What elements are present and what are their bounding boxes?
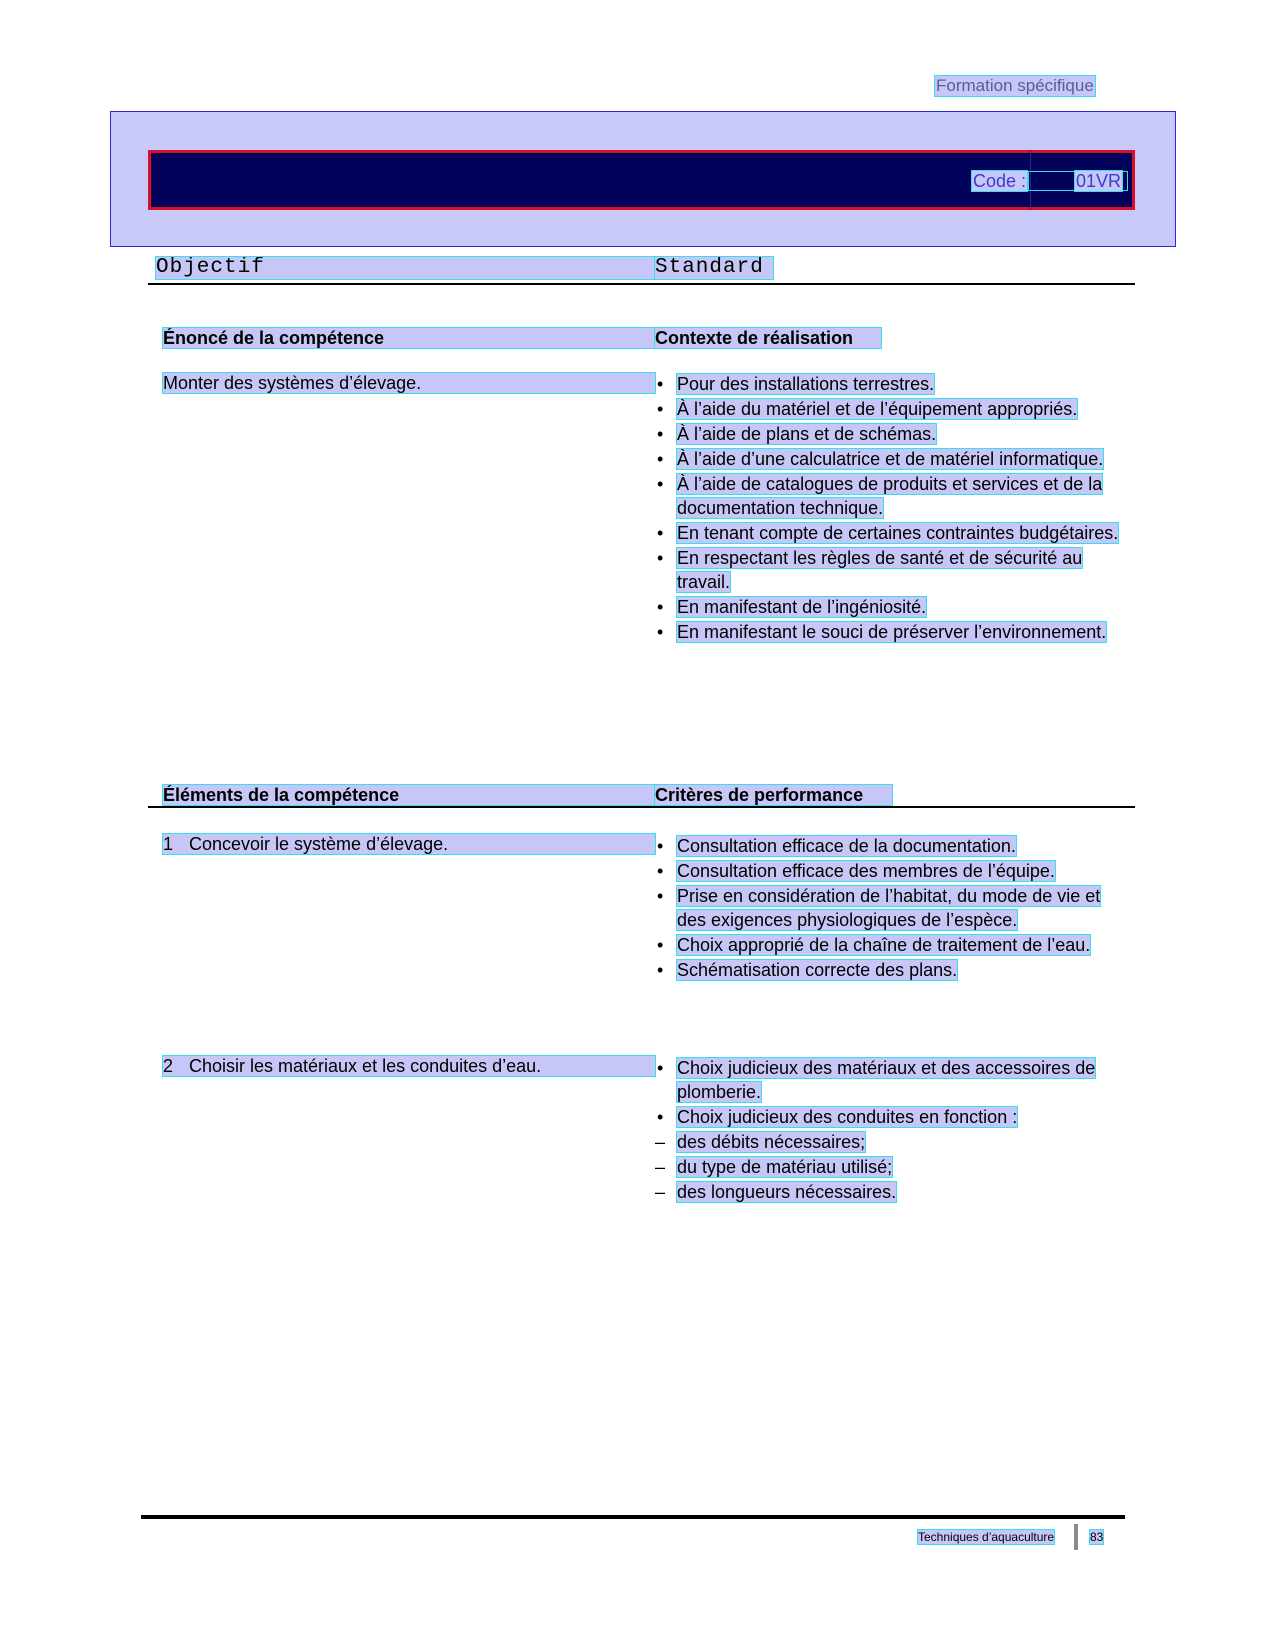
header-rule [148, 283, 1135, 285]
bullet-icon: • [657, 1058, 664, 1078]
bullet-text: En manifestant le souci de préserver l’environnement. [677, 622, 1107, 642]
competence-label: Énoncé de la compétence [163, 328, 655, 348]
bullet-icon: • [657, 597, 664, 617]
bullet-item [655, 1056, 1120, 1104]
sub-item [655, 1155, 1120, 1179]
sub-item-text: des débits nécessaires; [677, 1132, 866, 1152]
bullet-icon: • [657, 523, 664, 543]
dash-icon: – [655, 1182, 666, 1202]
bullet-text: À l’aide de catalogues de produits et services et de la documentation technique. [677, 474, 1103, 518]
bullet-icon: • [657, 622, 664, 642]
bullet-icon: • [657, 449, 664, 469]
bullet-item [655, 472, 1120, 520]
bullet-text: À l’aide d’une calculatrice et de matériel informatique. [677, 449, 1104, 469]
bullet-text: Consultation efficace de la documentation. [677, 836, 1016, 856]
element-text: Choisir les matériaux et les conduites d’eau. [189, 1056, 542, 1076]
element-text: Concevoir le système d’élevage. [189, 834, 449, 854]
bullet-icon: • [657, 861, 664, 881]
bullet-item [655, 884, 1120, 932]
element-2 [163, 1056, 655, 1076]
criteria-list-2 [655, 1056, 1120, 1205]
sub-item [655, 1180, 1120, 1204]
dash-icon: – [655, 1132, 666, 1152]
bullet-icon: • [657, 424, 664, 444]
bullet-item [655, 397, 1120, 421]
bullet-text: Pour des installations terrestres. [677, 374, 935, 394]
bullet-text: Consultation efficace des membres de l’équipe. [677, 861, 1055, 881]
contexte-label: Contexte de réalisation [655, 328, 881, 348]
elements-rule [148, 806, 1135, 808]
footer-program: Techniques d’aquaculture [918, 1530, 1055, 1544]
sub-item-text: du type de matériau utilisé; [677, 1157, 893, 1177]
competence-text: Monter des systèmes d’élevage. [163, 373, 655, 393]
bullet-item [655, 834, 1120, 858]
footer-rule [141, 1515, 1125, 1519]
bullet-icon: • [657, 935, 664, 955]
elements-label: Éléments de la compétence [163, 785, 655, 805]
bullet-icon: • [657, 474, 664, 494]
bullet-item [655, 620, 1120, 644]
bullet-text: En respectant les règles de santé et de sécurité au travail. [677, 548, 1083, 592]
bullet-icon: • [657, 886, 664, 906]
bullet-text: Choix judicieux des matériaux et des accessoires de plomberie. [677, 1058, 1096, 1102]
bullet-text: En manifestant de l’ingéniosité. [677, 597, 927, 617]
sub-item [655, 1130, 1120, 1154]
bullet-item [655, 1105, 1120, 1129]
bullet-text: À l’aide du matériel et de l’équipement appropriés. [677, 399, 1078, 419]
dash-icon: – [655, 1157, 666, 1177]
running-header: Formation spécifique [936, 76, 1094, 95]
bullet-text: Prise en considération de l’habitat, du mode de vie et des exigences physiologiques de l’espèce. [677, 886, 1101, 930]
bullet-icon: • [657, 374, 664, 394]
bullet-item [655, 958, 1120, 982]
bullet-text: À l’aide de plans et de schémas. [677, 424, 937, 444]
bullet-item [655, 372, 1120, 396]
bullet-item [655, 447, 1120, 471]
bullet-text: Schématisation correcte des plans. [677, 960, 958, 980]
sub-item-text: des longueurs nécessaires. [677, 1182, 897, 1202]
bullet-text: En tenant compte de certaines contraintes budgétaires. [677, 523, 1119, 543]
footer-separator [1074, 1524, 1078, 1550]
element-1 [163, 834, 655, 854]
bullet-icon: • [657, 836, 664, 856]
bullet-item [655, 933, 1120, 957]
criteres-label: Critères de performance [655, 785, 892, 805]
bullet-item [655, 859, 1120, 883]
bullet-icon: • [657, 960, 664, 980]
criteria-list-1 [655, 834, 1120, 983]
bullet-text: Choix approprié de la chaîne de traitement de l’eau. [677, 935, 1091, 955]
bullet-item [655, 595, 1120, 619]
bullet-icon: • [657, 548, 664, 568]
objective-label: Objectif [156, 257, 654, 279]
element-number: 2 [163, 1056, 174, 1076]
bullet-text: Choix judicieux des conduites en fonction : [677, 1107, 1018, 1127]
code-value: 01VR [1076, 171, 1122, 191]
code-label: Code : [973, 171, 1027, 191]
page-number: 83 [1090, 1530, 1104, 1544]
bullet-icon: • [657, 399, 664, 419]
standard-label: Standard [655, 257, 773, 279]
contexte-list [655, 372, 1120, 645]
bullet-item [655, 422, 1120, 446]
element-number: 1 [163, 834, 174, 854]
bullet-item [655, 521, 1120, 545]
bullet-icon: • [657, 1107, 664, 1127]
bullet-item [655, 546, 1120, 594]
